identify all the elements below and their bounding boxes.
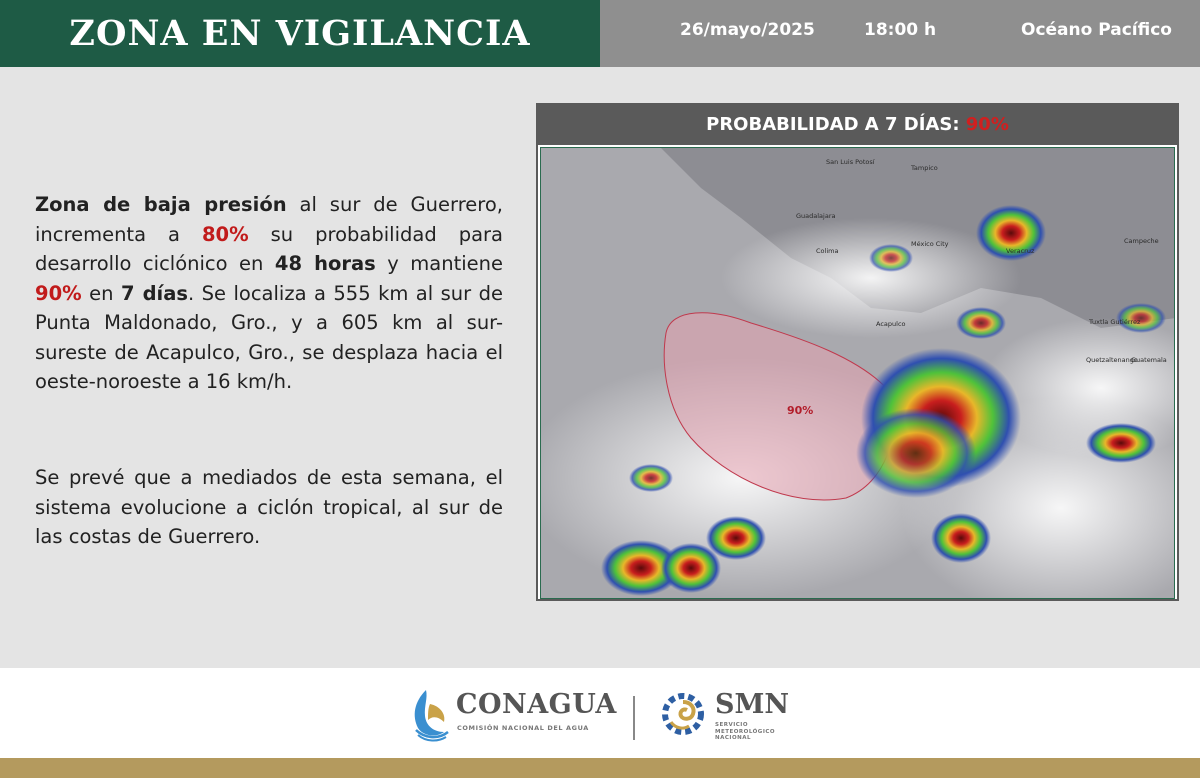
bulletin-date: 26/mayo/2025 bbox=[680, 20, 815, 40]
city-label: Campeche bbox=[1124, 237, 1159, 245]
text-span: al sur de Guerrero, incrementa a bbox=[35, 193, 503, 246]
city-label: Guadalajara bbox=[796, 212, 836, 220]
smn-sub-line: SERVICIO bbox=[715, 722, 749, 728]
city-label: Tuxtla Gutiérrez bbox=[1089, 318, 1141, 326]
storm-cell bbox=[629, 464, 673, 492]
smn-name: SMN bbox=[715, 689, 790, 720]
text-span: . Se localiza a 555 km al sur de Punta Maldonado, Gro., y a 605 km al sur-sureste de Acapulco, Gro., se desplaza hacia el oeste-noroeste a 16 km/h. bbox=[35, 281, 504, 393]
bulletin-time: 18:00 h bbox=[864, 20, 937, 40]
page-title: ZONA EN VIGILANCIA bbox=[69, 13, 531, 54]
map-header-value: 90% bbox=[965, 114, 1009, 135]
phrase-low-pressure: Zona de baja presión bbox=[35, 193, 287, 216]
city-label: Quetzaltenango bbox=[1086, 356, 1138, 364]
conagua-name: CONAGUA bbox=[456, 689, 617, 720]
smn-emblem-icon bbox=[657, 688, 709, 740]
city-label: Guatemala bbox=[1131, 356, 1167, 364]
header-title-box bbox=[0, 0, 600, 67]
phrase-48-hours: 48 horas bbox=[274, 252, 376, 275]
text-span: su probabilidad para desarrollo ciclónico en bbox=[35, 222, 503, 275]
map-header bbox=[538, 105, 1177, 145]
storm-cell bbox=[706, 516, 766, 560]
city-label: Tampico bbox=[911, 164, 938, 172]
description-paragraph bbox=[35, 190, 503, 397]
smn-sub-line: NACIONAL bbox=[715, 735, 751, 741]
probability-48h: 80% bbox=[201, 222, 249, 246]
storm-cell bbox=[869, 244, 913, 272]
conagua-emblem-icon bbox=[406, 686, 452, 742]
city-label: San Luis Potosí bbox=[826, 158, 875, 166]
forecast-paragraph: Se prevé que a mediados de esta semana, el sistema evolucione a ciclón tropical, al sur de las costas de Guerrero. bbox=[35, 466, 503, 548]
probability-7d: 90% bbox=[35, 281, 82, 305]
logo-divider bbox=[633, 696, 635, 740]
header-bar bbox=[0, 0, 1200, 67]
smn-logo bbox=[655, 686, 805, 746]
bulletin-region: Océano Pacífico bbox=[1021, 20, 1172, 40]
satellite-map-panel bbox=[536, 103, 1179, 601]
smn-subtitle bbox=[715, 722, 775, 742]
storm-cell bbox=[931, 513, 991, 563]
phrase-7-days: 7 días bbox=[120, 281, 188, 305]
zone-probability-label: 90% bbox=[787, 404, 814, 417]
storm-cell bbox=[856, 408, 976, 498]
storm-cell bbox=[1086, 423, 1156, 463]
storm-cell bbox=[956, 307, 1006, 339]
smn-sub-line: METEOROLÓGICO bbox=[715, 728, 776, 735]
text-span: y mantiene bbox=[375, 252, 503, 275]
city-label: Colima bbox=[816, 247, 839, 255]
city-label: México City bbox=[911, 240, 949, 248]
text-span: en bbox=[81, 281, 121, 305]
conagua-subtitle: COMISIÓN NACIONAL DEL AGUA bbox=[457, 724, 589, 732]
map-header-label: PROBABILIDAD A 7 DÍAS: bbox=[706, 114, 966, 135]
footer-stripe bbox=[0, 758, 1200, 778]
city-label: Veracruz bbox=[1006, 247, 1035, 255]
city-label: Acapulco bbox=[876, 320, 906, 328]
conagua-logo bbox=[406, 686, 616, 742]
satellite-image bbox=[540, 147, 1175, 599]
satellite-map-svg bbox=[541, 148, 1175, 599]
